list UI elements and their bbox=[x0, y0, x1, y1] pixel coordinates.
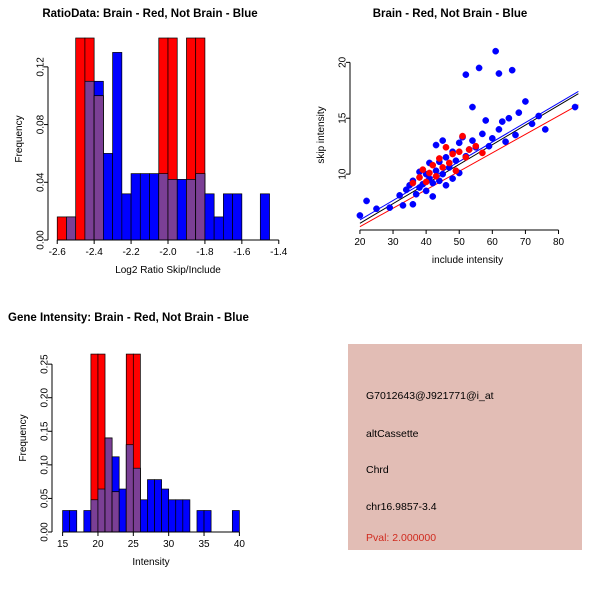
scatter-point bbox=[420, 167, 426, 173]
hist-bar-blue bbox=[63, 511, 70, 532]
x-axis-label: include intensity bbox=[431, 255, 504, 266]
scatter-point bbox=[499, 118, 505, 124]
y-axis-label: skip intensity bbox=[316, 106, 327, 164]
fit-line bbox=[360, 94, 578, 224]
y-tick-label: 15 bbox=[337, 112, 349, 124]
x-tick-label: -2.4 bbox=[85, 247, 103, 258]
hist-bar-blue bbox=[223, 194, 232, 240]
hist-bar-blue bbox=[70, 511, 77, 532]
hist-bar-blue bbox=[260, 194, 269, 240]
x-tick-label: -2.6 bbox=[48, 247, 66, 258]
scatter-point bbox=[363, 198, 369, 204]
hist-bar-blue bbox=[183, 500, 190, 532]
scatter-point bbox=[433, 168, 439, 174]
hist-bar-overlap bbox=[168, 179, 177, 240]
scatter-point bbox=[456, 149, 462, 155]
scatter-point bbox=[423, 179, 429, 185]
scatter-points bbox=[357, 48, 578, 218]
x-tick-label: 15 bbox=[57, 539, 69, 550]
hist-bar-red bbox=[76, 38, 85, 240]
hist-bar-overlap bbox=[105, 438, 112, 532]
scatter-point bbox=[433, 173, 439, 179]
scatter-point bbox=[440, 137, 446, 143]
scatter-point bbox=[413, 191, 419, 197]
scatter-point bbox=[397, 192, 403, 198]
scatter-point bbox=[450, 175, 456, 181]
scatter-point bbox=[426, 170, 432, 176]
gene-intensity-panel bbox=[0, 312, 300, 602]
x-tick-label: 40 bbox=[420, 237, 432, 248]
y-tick-label: 0.25 bbox=[39, 354, 51, 374]
y-tick-label: 0.10 bbox=[39, 455, 51, 475]
hist-bar-blue bbox=[131, 174, 140, 240]
intensity-scatter-title: Brain - Red, Not Brain - Blue bbox=[372, 8, 528, 20]
hist-bar-blue bbox=[84, 511, 91, 532]
hist-bar-blue bbox=[113, 52, 122, 240]
hist-bar-overlap bbox=[94, 96, 103, 240]
x-tick-label: -1.4 bbox=[270, 247, 288, 258]
scatter-point bbox=[536, 113, 542, 119]
scatter-point bbox=[443, 182, 449, 188]
x-tick-label: 80 bbox=[552, 237, 565, 248]
hist-bar-blue bbox=[197, 511, 204, 532]
hist-bar-blue bbox=[140, 500, 147, 532]
hist-bar-overlap bbox=[159, 174, 168, 240]
y-tick-label: 0.04 bbox=[35, 172, 47, 193]
hist-bar-blue bbox=[204, 511, 211, 532]
intensity-scatter-plot bbox=[300, 20, 600, 300]
hist-bar-blue bbox=[103, 153, 112, 240]
x-tick-label: 70 bbox=[519, 237, 531, 248]
scatter-point bbox=[496, 70, 502, 76]
hist-bar-blue bbox=[169, 500, 176, 532]
hist-bar-blue bbox=[147, 480, 154, 532]
scatter-point bbox=[502, 139, 508, 145]
x-tick-label: -2.0 bbox=[159, 247, 177, 258]
scatter-point bbox=[496, 126, 502, 132]
scatter-point bbox=[463, 72, 469, 78]
scatter-point bbox=[443, 154, 449, 160]
scatter-point bbox=[522, 98, 528, 104]
hist-bar-blue bbox=[233, 194, 242, 240]
scatter-point bbox=[572, 104, 578, 110]
y-tick-label: 0.15 bbox=[39, 421, 51, 442]
hist-bar-blue bbox=[205, 194, 214, 240]
hist-bar-blue bbox=[177, 179, 186, 240]
scatter-point bbox=[489, 135, 495, 141]
x-tick-label: 60 bbox=[486, 237, 498, 248]
scatter-point bbox=[486, 143, 492, 149]
hist-bar-blue bbox=[232, 511, 239, 532]
scatter-point bbox=[456, 140, 462, 146]
scatter-point bbox=[436, 155, 442, 161]
gene-intensity-plot bbox=[0, 324, 300, 594]
scatter-point bbox=[430, 162, 436, 168]
pval-text: Pval: 2.000000 bbox=[366, 532, 437, 544]
scatter-point bbox=[469, 104, 475, 110]
scatter-point bbox=[453, 168, 459, 174]
event-type-text: altCassette bbox=[366, 428, 419, 440]
scatter-point bbox=[479, 131, 485, 137]
y-tick-label: 0.00 bbox=[35, 230, 47, 250]
x-tick-label: 30 bbox=[163, 539, 175, 550]
gene-intensity-title: Gene Intensity: Brain - Red, Not Brain - Blue bbox=[8, 312, 249, 324]
scatter-point bbox=[410, 201, 416, 207]
scatter-point bbox=[423, 188, 429, 194]
x-tick-label: -1.8 bbox=[196, 247, 214, 258]
scatter-point bbox=[493, 48, 499, 54]
y-tick-label: 0.00 bbox=[39, 522, 51, 542]
x-axis-label: Intensity bbox=[132, 557, 170, 568]
scatter-point bbox=[416, 174, 422, 180]
x-axis-label: Log2 Ratio Skip/Include bbox=[115, 265, 221, 276]
hist-bar-blue bbox=[155, 480, 162, 532]
hist-bar-blue bbox=[150, 174, 159, 240]
scatter-point bbox=[469, 137, 475, 143]
scatter-point bbox=[440, 171, 446, 177]
scatter-point bbox=[466, 146, 472, 152]
scatter-point bbox=[387, 205, 393, 211]
ratio-histogram-plot bbox=[0, 20, 300, 300]
hist-bar-blue bbox=[140, 174, 149, 240]
scatter-point bbox=[509, 67, 515, 73]
scatter-point bbox=[443, 144, 449, 150]
scatter-point bbox=[483, 117, 489, 123]
y-tick-label: 0.12 bbox=[35, 57, 47, 77]
scatter-point bbox=[450, 151, 456, 157]
scatter-point bbox=[430, 180, 436, 186]
scatter-point bbox=[476, 65, 482, 71]
scatter-point bbox=[459, 133, 465, 139]
hist-bar-red bbox=[57, 217, 66, 240]
scatter-point bbox=[506, 115, 512, 121]
hist-bar-blue bbox=[119, 489, 126, 532]
scatter-point bbox=[463, 154, 469, 160]
x-tick-label: 20 bbox=[92, 539, 104, 550]
x-tick-label: -1.6 bbox=[233, 247, 251, 258]
scatter-point bbox=[542, 126, 548, 132]
scatter-point bbox=[473, 143, 479, 149]
x-tick-label: 25 bbox=[127, 539, 139, 550]
scatter-point bbox=[516, 110, 522, 116]
scatter-point bbox=[433, 142, 439, 148]
intensity-scatter-panel bbox=[300, 8, 600, 308]
ratio-histogram-axes bbox=[14, 57, 288, 276]
y-tick-label: 10 bbox=[337, 168, 349, 180]
x-tick-label: 35 bbox=[198, 539, 210, 550]
scatter-point bbox=[512, 132, 518, 138]
hist-bar-overlap bbox=[112, 492, 119, 532]
y-axis-label: Frequency bbox=[18, 414, 29, 462]
scatter-point bbox=[440, 164, 446, 170]
hist-bar-blue bbox=[162, 489, 169, 532]
scatter-point bbox=[410, 180, 416, 186]
scatter-point bbox=[373, 206, 379, 212]
scatter-point bbox=[430, 193, 436, 199]
hist-bar-blue bbox=[122, 194, 131, 240]
probe-id-text: G7012643@J921771@i_at bbox=[366, 390, 494, 402]
hist-bar-overlap bbox=[91, 500, 98, 532]
gene-name-text: Chrd bbox=[366, 464, 389, 476]
y-tick-label: 0.08 bbox=[35, 114, 47, 135]
hist-bar-overlap bbox=[66, 217, 75, 240]
scatter-point bbox=[400, 202, 406, 208]
x-tick-label: 50 bbox=[453, 237, 465, 248]
y-axis-label: Frequency bbox=[14, 115, 25, 163]
hist-bar-blue bbox=[214, 217, 223, 240]
scatter-point bbox=[446, 160, 452, 166]
hist-bar-overlap bbox=[98, 489, 105, 532]
y-tick-label: 0.05 bbox=[39, 488, 51, 509]
x-tick-label: 40 bbox=[233, 539, 245, 550]
scatter-point bbox=[453, 158, 459, 164]
probe-info-box bbox=[348, 344, 582, 550]
hist-bar-overlap bbox=[126, 445, 133, 532]
gene-intensity-bars bbox=[63, 354, 240, 532]
hist-bar-overlap bbox=[196, 174, 205, 240]
locus-text: chr16.9857-3.4 bbox=[366, 501, 437, 513]
x-tick-label: 20 bbox=[354, 237, 366, 248]
hist-bar-overlap bbox=[133, 468, 140, 532]
scatter-point bbox=[529, 121, 535, 127]
hist-bar-overlap bbox=[186, 179, 195, 240]
ratio-histogram-panel bbox=[0, 8, 300, 308]
x-tick-label: -2.2 bbox=[122, 247, 140, 258]
fit-line bbox=[360, 91, 578, 220]
scatter-point bbox=[479, 150, 485, 156]
ratio-histogram-title: RatioData: Brain - Red, Not Brain - Blue bbox=[42, 8, 258, 20]
hist-bar-blue bbox=[176, 500, 183, 532]
x-tick-label: 30 bbox=[387, 237, 399, 248]
scatter-point bbox=[357, 212, 363, 218]
hist-bar-overlap bbox=[85, 81, 94, 240]
y-tick-label: 20 bbox=[337, 56, 349, 68]
ratio-histogram-bars bbox=[57, 38, 269, 240]
y-tick-label: 0.20 bbox=[39, 387, 51, 408]
